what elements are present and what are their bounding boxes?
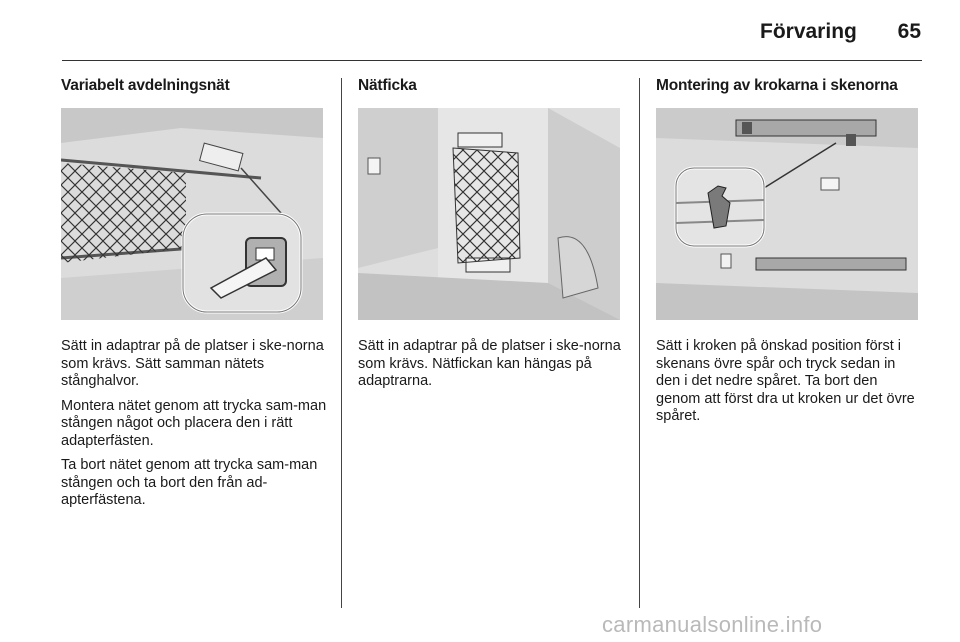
net-pocket-illustration — [358, 108, 620, 320]
column-hooks-mounting — [656, 76, 922, 433]
column-divider — [639, 78, 640, 608]
column-net-pocket — [358, 76, 624, 398]
hooks-in-rails-illustration — [656, 108, 918, 320]
column-text — [656, 338, 922, 426]
paragraph: Montera nätet genom att trycka sam-man stången något och placera den i rätt adapterfästen. — [61, 397, 327, 449]
paragraph: Ta bort nätet genom att trycka sam-man stången och ta bort den från ad-apterfästena. — [61, 457, 318, 508]
column-text — [358, 338, 624, 391]
column-divider — [341, 78, 342, 608]
watermark: carmanualsonline.info — [602, 612, 823, 637]
paragraph: Sätt i kroken på önskad position först i skenans övre spår och tryck sedan in den i det nedre spåret. Ta bort den genom att först dra ut kroken ur det övre spåret. — [656, 338, 915, 424]
column-heading: Montering av krokarna i skenorna — [656, 77, 898, 94]
page-number: 65 — [897, 20, 921, 43]
column-heading: Nätficka — [358, 77, 417, 94]
net-divider-illustration — [61, 108, 323, 320]
header-divider — [62, 60, 922, 61]
column-heading: Variabelt avdelningsnät — [61, 77, 230, 94]
column-net-divider — [61, 76, 327, 517]
section-title: Förvaring — [760, 20, 857, 43]
paragraph: Sätt in adaptrar på de platser i ske-norna som krävs. Nätfickan kan hängas på adaptrarna. — [358, 338, 621, 389]
paragraph: Sätt in adaptrar på de platser i ske-norna som krävs. Sätt samman nätets stånghalvor. — [61, 338, 324, 389]
column-text — [61, 338, 327, 510]
